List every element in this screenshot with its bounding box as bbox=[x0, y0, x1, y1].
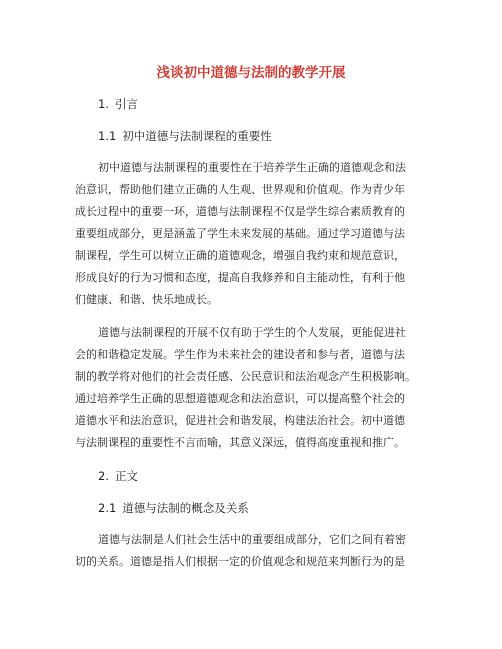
section-title: 引言 bbox=[114, 97, 138, 111]
paragraph-line: 们健康、和谐、快乐地成长。 bbox=[75, 293, 218, 306]
section-title: 正文 bbox=[114, 469, 138, 483]
section-heading-importance bbox=[98, 128, 272, 144]
section-number: 1. bbox=[98, 97, 109, 111]
paragraph-line: 道德水平和法治意识，促进社会和谐发展，构建法治社会。初中道德 bbox=[75, 414, 405, 427]
document-title: 浅谈初中道德与法制的教学开展 bbox=[156, 65, 346, 81]
paragraph-line: 初中道德与法制课程的重要性在于培养学生正确的道德观念和法 bbox=[98, 161, 406, 174]
section-number: 1.1 bbox=[98, 129, 117, 143]
paragraph-line: 通过培养学生正确的思想道德观念和法治意识，可以提高整个社会的 bbox=[75, 392, 405, 405]
paragraph-line: 形成良好的行为习惯和态度，提高自我修养和自主能动性，有利于他 bbox=[75, 271, 405, 284]
section-heading-concepts bbox=[98, 500, 249, 516]
paragraph-line: 道德与法制是人们社会生活中的重要组成部分，它们之间有着密 bbox=[98, 533, 406, 546]
paragraph-line: 切的关系。道德是指人们根据一定的价值观念和规范来判断行为的是 bbox=[75, 555, 405, 568]
paragraph-line: 治意识，帮助他们建立正确的人生观、世界观和价值观。作为青少年 bbox=[75, 183, 405, 196]
paragraph-line: 制课程，学生可以树立正确的道德观念，增强自我约束和规范意识， bbox=[75, 249, 405, 262]
section-title: 道德与法制的概念及关系 bbox=[122, 501, 249, 515]
paragraph-line: 重要组成部分，更是涵盖了学生未来发展的基础。通过学习道德与法 bbox=[75, 227, 405, 240]
paragraph-line: 与法制课程的重要性不言而喻，其意义深远，值得高度重视和推广。 bbox=[75, 436, 405, 449]
section-heading-body bbox=[98, 468, 138, 484]
section-title: 初中道德与法制课程的重要性 bbox=[122, 129, 272, 143]
paragraph-line: 制的教学将对他们的社会责任感、公民意识和法治观念产生积极影响。 bbox=[75, 370, 416, 383]
paragraph-line: 道德与法制课程的开展不仅有助于学生的个人发展，更能促进社 bbox=[98, 326, 406, 339]
paragraph-line: 会的和谐稳定发展。学生作为未来社会的建设者和参与者，道德与法 bbox=[75, 348, 405, 361]
section-number: 2.1 bbox=[98, 501, 117, 515]
section-number: 2. bbox=[98, 469, 109, 483]
section-heading-intro bbox=[98, 96, 138, 112]
paragraph-line: 成长过程中的重要一环，道德与法制课程不仅是学生综合素质教育的 bbox=[75, 205, 405, 218]
